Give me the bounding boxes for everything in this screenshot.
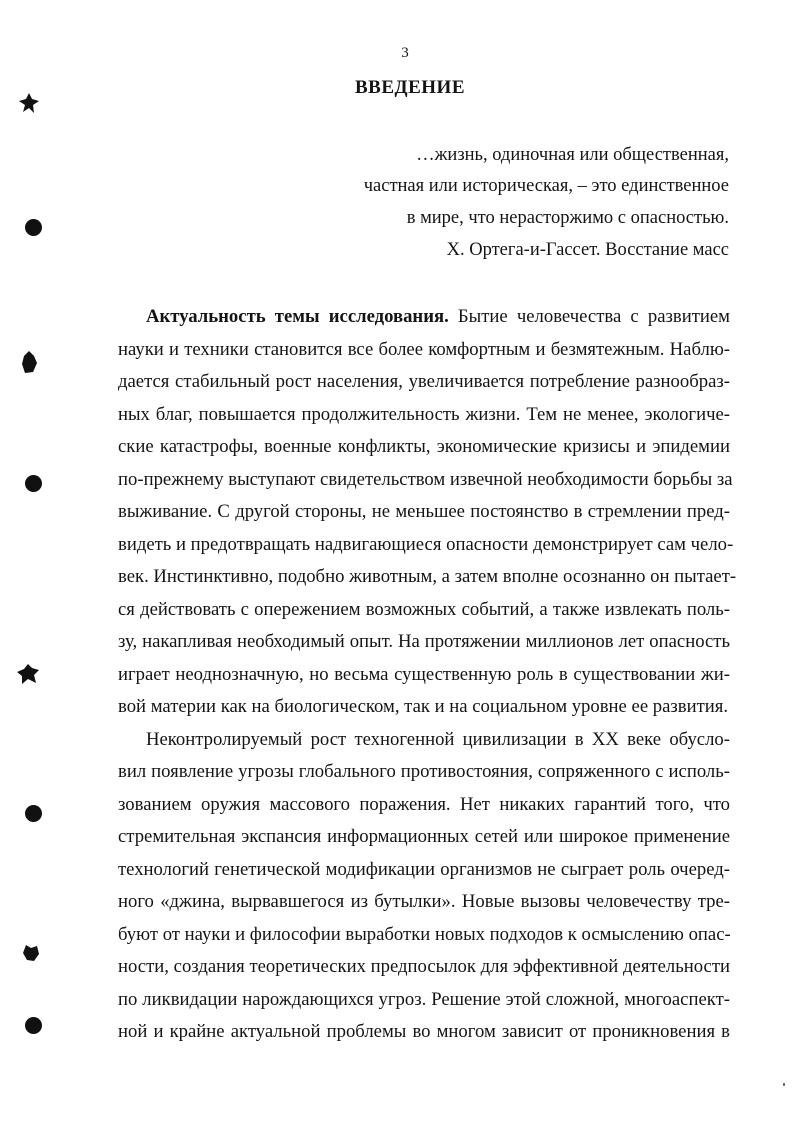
paragraph-line: науки и техники становится все более комфортным и безмятежным. Наблю- <box>118 339 730 360</box>
paragraph-line: технологий генетической модификации организмов не сыграет роль очеред- <box>118 859 730 880</box>
paragraph-lead: Актуальность темы исследования. <box>146 306 449 327</box>
scan-speck <box>783 1083 785 1086</box>
paragraph-line: буют от науки и философии выработки новых подходов к осмыслению опас- <box>118 924 731 945</box>
paragraph-line: по ликвидации нарождающихся угроз. Решение этой сложной, многоаспект- <box>118 989 730 1010</box>
binding-mark <box>16 662 40 686</box>
paragraph-line: ной и крайне актуальной проблемы во многом зависит от проникновения в <box>118 1021 730 1042</box>
page-number: 3 <box>401 45 409 61</box>
binding-hole <box>25 1017 42 1034</box>
paragraph-line: вил появление угрозы глобального противостояния, сопряженного с исполь- <box>118 761 730 782</box>
paragraph-line: ские катастрофы, военные конфликты, экономические кризисы и эпидемии <box>118 436 730 457</box>
binding-mark <box>20 350 38 374</box>
epigraph-line: частная или историческая, – это единственное <box>363 176 729 196</box>
binding-hole <box>25 475 42 492</box>
paragraph-line: ся действовать с опережением возможных событий, а также извлекать поль- <box>118 599 730 620</box>
paragraph-line: Неконтролируемый рост техногенной цивилизации в XX веке обусло- <box>146 729 730 750</box>
paragraph-line: ного «джина, вырвавшегося из бутылки». Новые вызовы человечеству тре- <box>118 891 730 912</box>
binding-hole <box>25 219 42 236</box>
paragraph-line: ных благ, повышается продолжительность жизни. Тем не менее, экологиче- <box>118 404 730 425</box>
paragraph-line: стремительная экспансия информационных сетей или широкое применение <box>118 826 730 847</box>
paragraph-line: зованием оружия массового поражения. Нет никаких гарантий того, что <box>118 794 730 815</box>
paragraph-line <box>146 306 730 328</box>
paragraph-line: ности, создания теоретических предпосылок для эффективной деятельности <box>118 956 730 977</box>
paragraph-line: дается стабильный рост населения, увеличивается потребление разнообраз- <box>118 371 730 392</box>
binding-mark <box>22 943 40 963</box>
binding-hole <box>25 805 42 822</box>
paragraph-text: Бытие человечества с развитием <box>448 306 730 327</box>
paragraph-line: по-прежнему выступают свидетельством извечной необходимости борьбы за <box>118 469 733 490</box>
paragraph-line: видеть и предотвращать надвигающиеся опасности демонстрирует сам чело- <box>118 534 734 555</box>
paragraph-line: зу, накапливая необходимый опыт. На протяжении миллионов лет опасность <box>118 631 730 652</box>
paragraph-line: вой материи как на биологическом, так и на социальном уровне ее развития. <box>118 696 729 717</box>
epigraph-line: …жизнь, одиночная или общественная, <box>416 145 729 165</box>
section-title: ВВЕДЕНИЕ <box>355 77 465 98</box>
paragraph-line: век. Инстинктивно, подобно животным, а затем вполне осознанно он пытает- <box>118 566 737 587</box>
epigraph-attribution: Х. Ортега-и-Гассет. Восстание масс <box>446 240 729 260</box>
epigraph-line: в мире, что нерасторжимо с опасностью. <box>406 208 729 228</box>
paragraph-line: играет неоднозначную, но весьма существенную роль в существовании жи- <box>118 664 730 685</box>
paragraph-line: выживание. С другой стороны, не меньшее постоянство в стремлении пред- <box>118 501 730 522</box>
